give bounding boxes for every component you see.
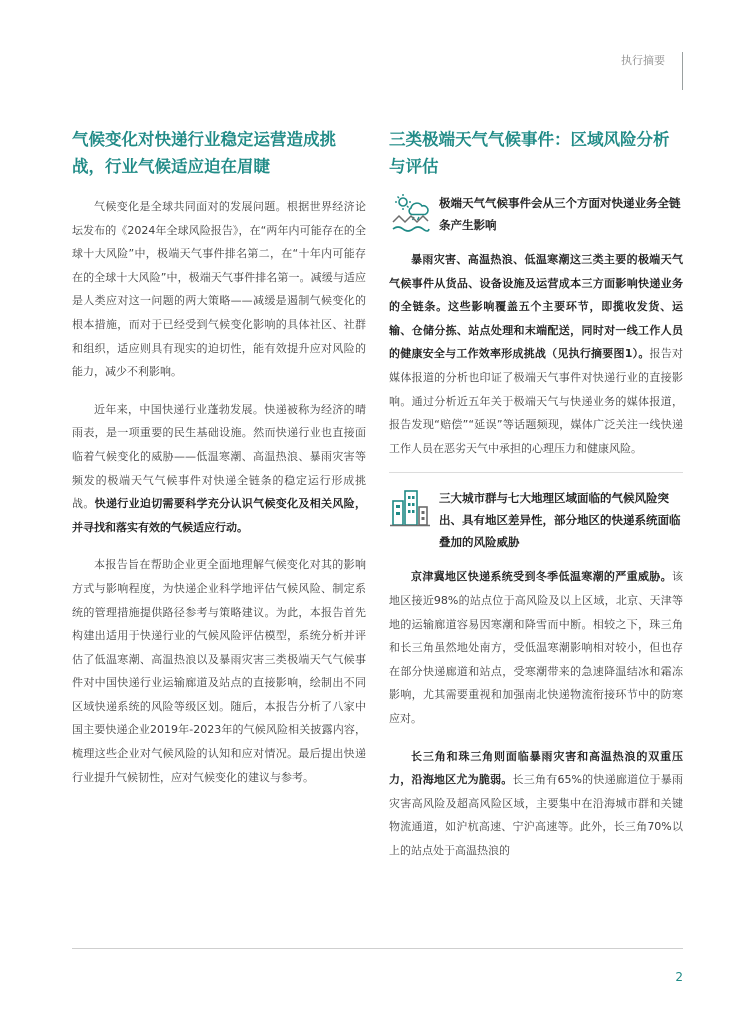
right-column: [389, 126, 683, 862]
left-section-title: 气候变化对快递行业稳定运营造成挑战，行业气候适应迫在眉睫: [72, 130, 336, 176]
right-p3-emphasis: 长三角和珠三角则面临暴雨灾害和高温热浪的双重压力，沿海地区尤为脆弱。: [389, 749, 683, 787]
section-label: 执行摘要: [621, 54, 665, 67]
right-p3-text: 长三角有65%的快递廊道位于暴雨灾害高风险及超高风险区域，主要集中在沿海城市群和关键物流通道，如沪杭高速、宁沪高速等。此外，长三角70%以上的站点处于高温热浪的: [389, 773, 683, 857]
right-p2-emphasis: 京津冀地区快递系统受到冬季低温寒潮的严重威胁。: [411, 570, 672, 584]
header-divider: [682, 52, 683, 90]
right-paragraph-3: [389, 745, 683, 863]
right-paragraph-2: [389, 565, 683, 730]
subheading-1: [389, 192, 683, 236]
left-p2-text: 近年来，中国快递行业蓬勃发展。快递被称为经济的晴雨表，是一项重要的民生基础设施。然而快递行业也直接面临着气候变化的威胁——低温寒潮、高温热浪、暴雨灾害等频发的极端天气气候事件对快递全链条的稳定运行形成挑战。: [72, 402, 366, 511]
subheading-1-text: 极端天气气候事件会从三个方面对快递业务全链条产生影响: [439, 196, 681, 232]
right-section-title: 三类极端天气气候事件：区域风险分析与评估: [389, 130, 670, 176]
right-p1-text: 报告对媒体报道的分析也印证了极端天气事件对快递行业的直接影响。通过分析近五年关于极端天气与快递业务的媒体报道，报告发现“赔偿”“延误”等话题频现，媒体广泛关注一线快递工作人员在恶劣天气中承担的心理压力和健康风险。: [389, 347, 683, 455]
subheading-2: [389, 487, 683, 553]
left-paragraph-2: [72, 398, 366, 540]
right-p2-text: 该地区接近98%的站点位于高风险及以上区域，北京、天津等地的运输廊道容易因寒潮和降雪而中断。相较之下，珠三角和长三角虽然地处南方，受低温寒潮影响相对较小，但也存在部分快递廊道和站点，受寒潮带来的急速降温结冰和霜冻影响，尤其需要重视和加强南北快递物流衔接环节中的防寒应对。: [389, 570, 683, 725]
right-p1-emphasis: 暴雨灾害、高温热浪、低温寒潮这三类主要的极端天气气候事件从货品、设备设施及运营成本三方面影响快递业务的全链条。这些影响覆盖五个主要环节，即揽收发货、运输、仓储分拣、站点处理和末端配送，同时对一线工作人员的健康安全与工作效率形成挑战（见执行摘要图1）。: [389, 253, 683, 361]
left-column: [72, 126, 366, 789]
left-paragraph-1: 气候变化是全球共同面对的发展问题。根据世界经济论坛发布的《2024年全球风险报告》，在“两年内可能存在的全球十大风险”中，极端天气事件排名第二，在“十年内可能存在的全球十大风险”中，极端天气事件排名第一。减缓与适应是人类应对这一问题的两大策略——减缓是遏制气候变化的根本措施，而对于已经受到气候变化影响的具体社区、社群和组织，适应则具有现实的迫切性，能有效提升应对风险的能力，减少不利影响。: [72, 200, 366, 379]
left-p2-emphasis: 快递行业迫切需要科学充分认识气候变化及相关风险，并寻找和落实有效的气候适应行动。: [72, 497, 366, 534]
left-paragraph-3: 本报告旨在帮助企业更全面地理解气候变化对其的影响方式与影响程度，为快递企业科学地评估气候风险、制定系统的管理措施提供路径参考与策略建议。为此，本报告首先构建出适用于快递行业的气候风险评估模型，系统分析并评估了低温寒潮、高温热浪以及暴雨灾害三类极端天气气候事件对中国快递行业运输廊道及站点的直接影响，绘制出不同区域快递系统的风险等级区划。随后，本报告分析了八家中国主要快递企业2019年-2023年的气候风险相关披露内容，梳理这些企业对气候风险的认知和应对情况。最后提出快递行业提升气候韧性，应对气候变化的建议与参考。: [72, 558, 366, 784]
page-number: 2: [675, 970, 683, 984]
city-buildings-icon: [389, 487, 431, 529]
weather-events-icon: [389, 192, 431, 234]
section-divider: [389, 472, 683, 473]
footer-divider: [72, 948, 683, 949]
right-paragraph-1: [389, 248, 683, 460]
subheading-2-text: 三大城市群与七大地理区域面临的气候风险突出、具有地区差异性，部分地区的快递系统面临叠加的风险威胁: [439, 491, 681, 550]
